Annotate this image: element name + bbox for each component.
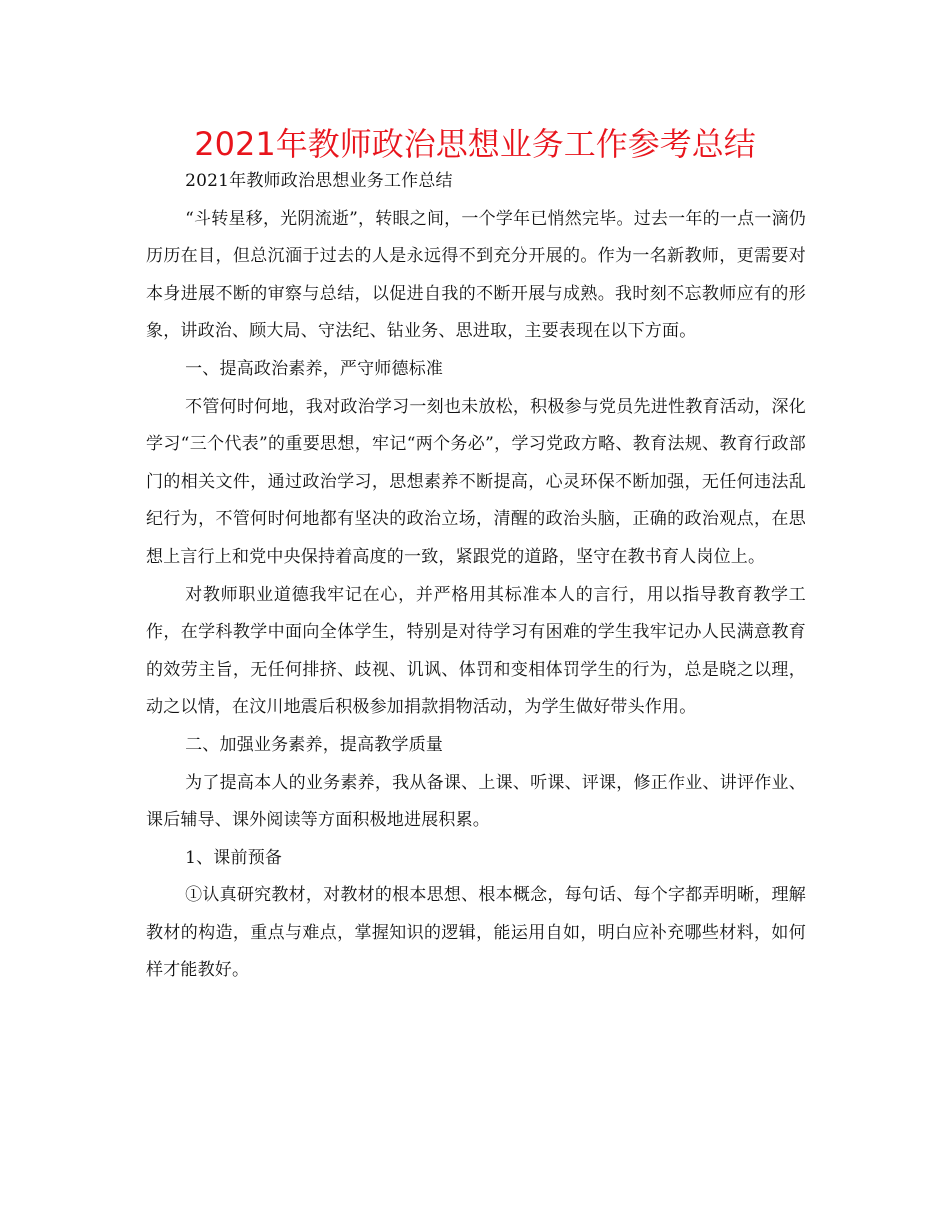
- paragraph-lesson-prep: ①认真研究教材，对教材的根本思想、根本概念，每句话、每个字都弄明晰，理解教材的构造，重点与难点，掌握知识的逻辑，能运用自如，明白应补充哪些材料，如何样才能教好。: [146, 885, 806, 981]
- document-body: [146, 163, 806, 990]
- section-heading-2: 二、加强业务素养，提高教学质量: [185, 734, 444, 755]
- paragraph-professional-quality: 为了提高本人的业务素养，我从备课、上课、听课、评课，修正作业、讲评作业、课后辅导、课外阅读等方面积极地进展积累。: [146, 772, 806, 831]
- paragraph-subtitle: 2021年教师政治思想业务工作总结: [185, 171, 453, 191]
- paragraph-teacher-ethics: 对教师职业道德我牢记在心，并严格用其标准本人的言行，用以指导教育教学工作，在学科教学中面向全体学生，特别是对待学习有困难的学生我牢记办人民满意教育的效劳主旨，无任何排挤、歧视、讥讽、体罚和变相体罚学生的行为，总是晓之以理，动之以情，在汶川地震后积极参加捐款捐物活动，为学生做好带头作用。: [146, 584, 806, 718]
- document-title: 2021年教师政治思想业务工作参考总结: [194, 125, 756, 163]
- section-heading-1: 一、提高政治素养，严守师德标准: [185, 358, 444, 379]
- paragraph-political-study: 不管何时何地，我对政治学习一刻也未放松，积极参与党员先进性教育活动，深化学习“三个代表”的重要思想，牢记“两个务必”，学习党政方略、教育法规、教育行政部门的相关文件，通过政治学习，思想素养不断提高，心灵环保不断加强，无任何违法乱纪行为，不管何时何地都有坚决的政治立场，清醒的政治头脑，正确的政治观点，在思想上言行上和党中央保持着高度的一致，紧跟党的道路，坚守在教书育人岗位上。: [146, 396, 806, 567]
- paragraph-intro: “斗转星移，光阴流逝”，转眼之间，一个学年已悄然完毕。过去一年的一点一滴仍历历在目，但总沉湎于过去的人是永远得不到充分开展的。作为一名新教师，更需要对本身进展不断的审察与总结，以促进自我的不断开展与成熟。我时刻不忘教师应有的形象，讲政治、顾大局、守法纪、钻业务、思进取，主要表现在以下方面。: [146, 208, 806, 342]
- subsection-heading-1: 1、课前预备: [185, 847, 283, 868]
